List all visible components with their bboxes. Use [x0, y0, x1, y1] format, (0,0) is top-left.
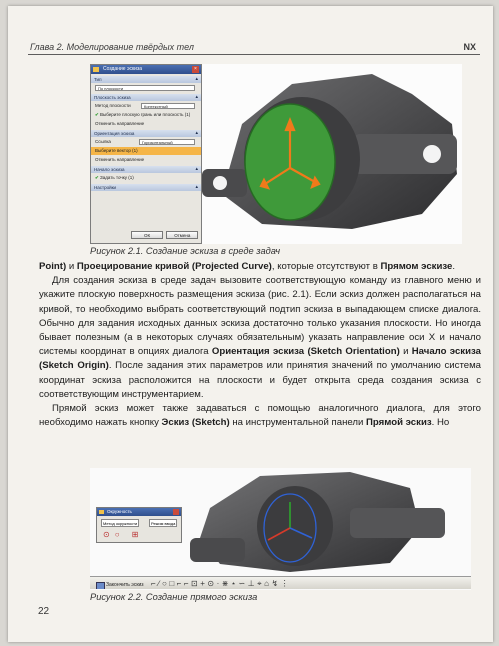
- select-face-label: Выберите плоскую грань или плоскость (1): [100, 112, 191, 117]
- reference-row: [91, 138, 201, 146]
- dialog-titlebar: [91, 65, 201, 74]
- type-select[interactable]: По плоскости: [95, 85, 195, 91]
- close-icon[interactable]: ×: [192, 66, 199, 73]
- circle-tool-icon: [99, 510, 104, 514]
- ok-button[interactable]: ОК: [131, 231, 163, 239]
- p2-run-1: Ориентация эскиза (Sketch Orientation): [211, 346, 400, 358]
- type-row: [91, 84, 201, 92]
- plane-method-select[interactable]: Контекстный: [141, 103, 195, 109]
- book-page: [8, 6, 493, 642]
- circle-popup: [96, 507, 182, 543]
- p3-run-0: Прямой эскиз может также задаваться с помощью аналогичного диалога, для этого необходимо нажать кнопку: [39, 403, 481, 429]
- p1-run-5: .: [452, 261, 456, 272]
- select-face-row[interactable]: [91, 111, 201, 119]
- finish-sketch-button[interactable]: Закончить эскиз: [96, 579, 144, 589]
- section-plane[interactable]: Плоскость эскиза ▴: [91, 94, 201, 101]
- p3-run-4: . Но: [431, 417, 450, 429]
- section-type[interactable]: Тип ▴: [91, 76, 201, 83]
- p2-run-3: Начало эскиза (Sketch Origin): [39, 346, 481, 372]
- section-settings[interactable]: Настройки ▴: [91, 184, 201, 191]
- specify-point-label: Задать точку (1): [100, 175, 134, 180]
- reverse-row[interactable]: [91, 120, 201, 128]
- caliper-tab-2: [190, 538, 245, 562]
- p3-run-3: Прямой эскиз: [366, 417, 432, 429]
- p3-run-1: Эскиз (Sketch): [161, 417, 230, 429]
- p3-run-2: на инструментальной панели: [229, 417, 367, 429]
- p2-run-0: Для создания эскиза в среде задач вызовите соответствующую команду из главного меню и укажите плоскую поверхность размещения эскиза (рис. 2.1). Если эскиз должен располагаться на кривой, то необходимо выбрать соответствующий подтип эскиза в выпадающем списке диалога. Обычно для задания исходных данных эскиза достаточно только указания плоскости. Но иногда бывает полезным (а в некоторых случаях обязательным) указать направление оси X и начало системы координат в опциях диалога: [39, 275, 481, 358]
- create-sketch-dialog: [90, 64, 202, 244]
- popup-titlebar: [97, 508, 181, 516]
- sketch-tool-icons[interactable]: ⌐∕○□⌐⌐⊡+⊙·⋇⋆∽⊥⌖⌂↯⋮: [150, 579, 292, 588]
- check-icon: ✔: [95, 112, 99, 117]
- caliper-arm: [352, 134, 457, 174]
- p1-run-1: и: [68, 261, 77, 272]
- circle-method-icons[interactable]: ⊙○ ⊞: [103, 530, 144, 539]
- select-vector-label: Выберите вектор (1): [95, 148, 138, 153]
- body-text: [39, 260, 481, 430]
- paragraph-2: [39, 274, 481, 402]
- paragraph-3: [39, 402, 481, 430]
- arm-hole: [423, 145, 441, 163]
- section-origin[interactable]: Начало эскиза ▴: [91, 166, 201, 173]
- figure-2-2: [90, 468, 471, 590]
- chapter-title: Глава 2. Моделирование твёрдых тел: [30, 42, 194, 52]
- p1-run-0: Point): [39, 261, 69, 272]
- p1-run-2: Проецирование кривой (Projected Curve): [76, 261, 272, 272]
- dialog-buttons: [129, 231, 198, 239]
- page-number: 22: [38, 606, 50, 617]
- p1-run-4: Прямом эскизе: [380, 261, 453, 272]
- direct-sketch-toolbar: [90, 576, 471, 589]
- tab-hole: [213, 176, 227, 190]
- circle-method-button[interactable]: Метод окружности: [103, 521, 138, 526]
- model-viewport-1[interactable]: [202, 64, 462, 244]
- reverse-row-2[interactable]: [91, 156, 201, 164]
- cancel-button[interactable]: Отмена: [166, 231, 198, 239]
- check-icon-2: ✔: [95, 175, 99, 180]
- p2-run-2: и: [399, 346, 412, 358]
- running-head: [28, 41, 480, 55]
- caliper-arm-2: [350, 508, 445, 538]
- figure-2-caption: Рисунок 2.2. Создание прямого эскиза: [90, 592, 258, 602]
- close-icon[interactable]: [173, 509, 179, 515]
- popup-title: Окружность: [107, 509, 132, 514]
- figure-2-1: [90, 64, 462, 244]
- reverse-label-2: Отменить направление: [95, 157, 145, 162]
- dialog-title: Создание эскиза: [103, 66, 143, 72]
- section-orientation[interactable]: Ориентация эскиза ▴: [91, 130, 201, 137]
- p2-run-4: . После задания этих параметров или принятия значений по умолчанию система координат эскиза расположится на плоскости и будет открыта среда создания эскиза с соответствующим инструментарием.: [39, 360, 482, 400]
- paragraph-1: [39, 260, 481, 274]
- p1-run-3: , которые отсутствуют в: [271, 261, 381, 272]
- reference-select[interactable]: Горизонтальный: [139, 139, 195, 145]
- figure-1-caption: Рисунок 2.1. Создание эскиза в среде задач: [90, 246, 281, 256]
- select-vector-row[interactable]: [91, 147, 201, 155]
- sketch-icon: [93, 67, 99, 72]
- book-title: NX: [463, 42, 476, 52]
- plane-method-row: [91, 102, 201, 110]
- plane-method-label: Метод плоскости: [95, 103, 131, 108]
- specify-point-row[interactable]: [91, 174, 201, 182]
- reverse-label: Отменить направление: [95, 121, 145, 126]
- reference-label: Ссылка: [95, 139, 111, 144]
- input-mode-button[interactable]: Режим ввода: [151, 521, 176, 526]
- cylinder-2: [257, 486, 333, 566]
